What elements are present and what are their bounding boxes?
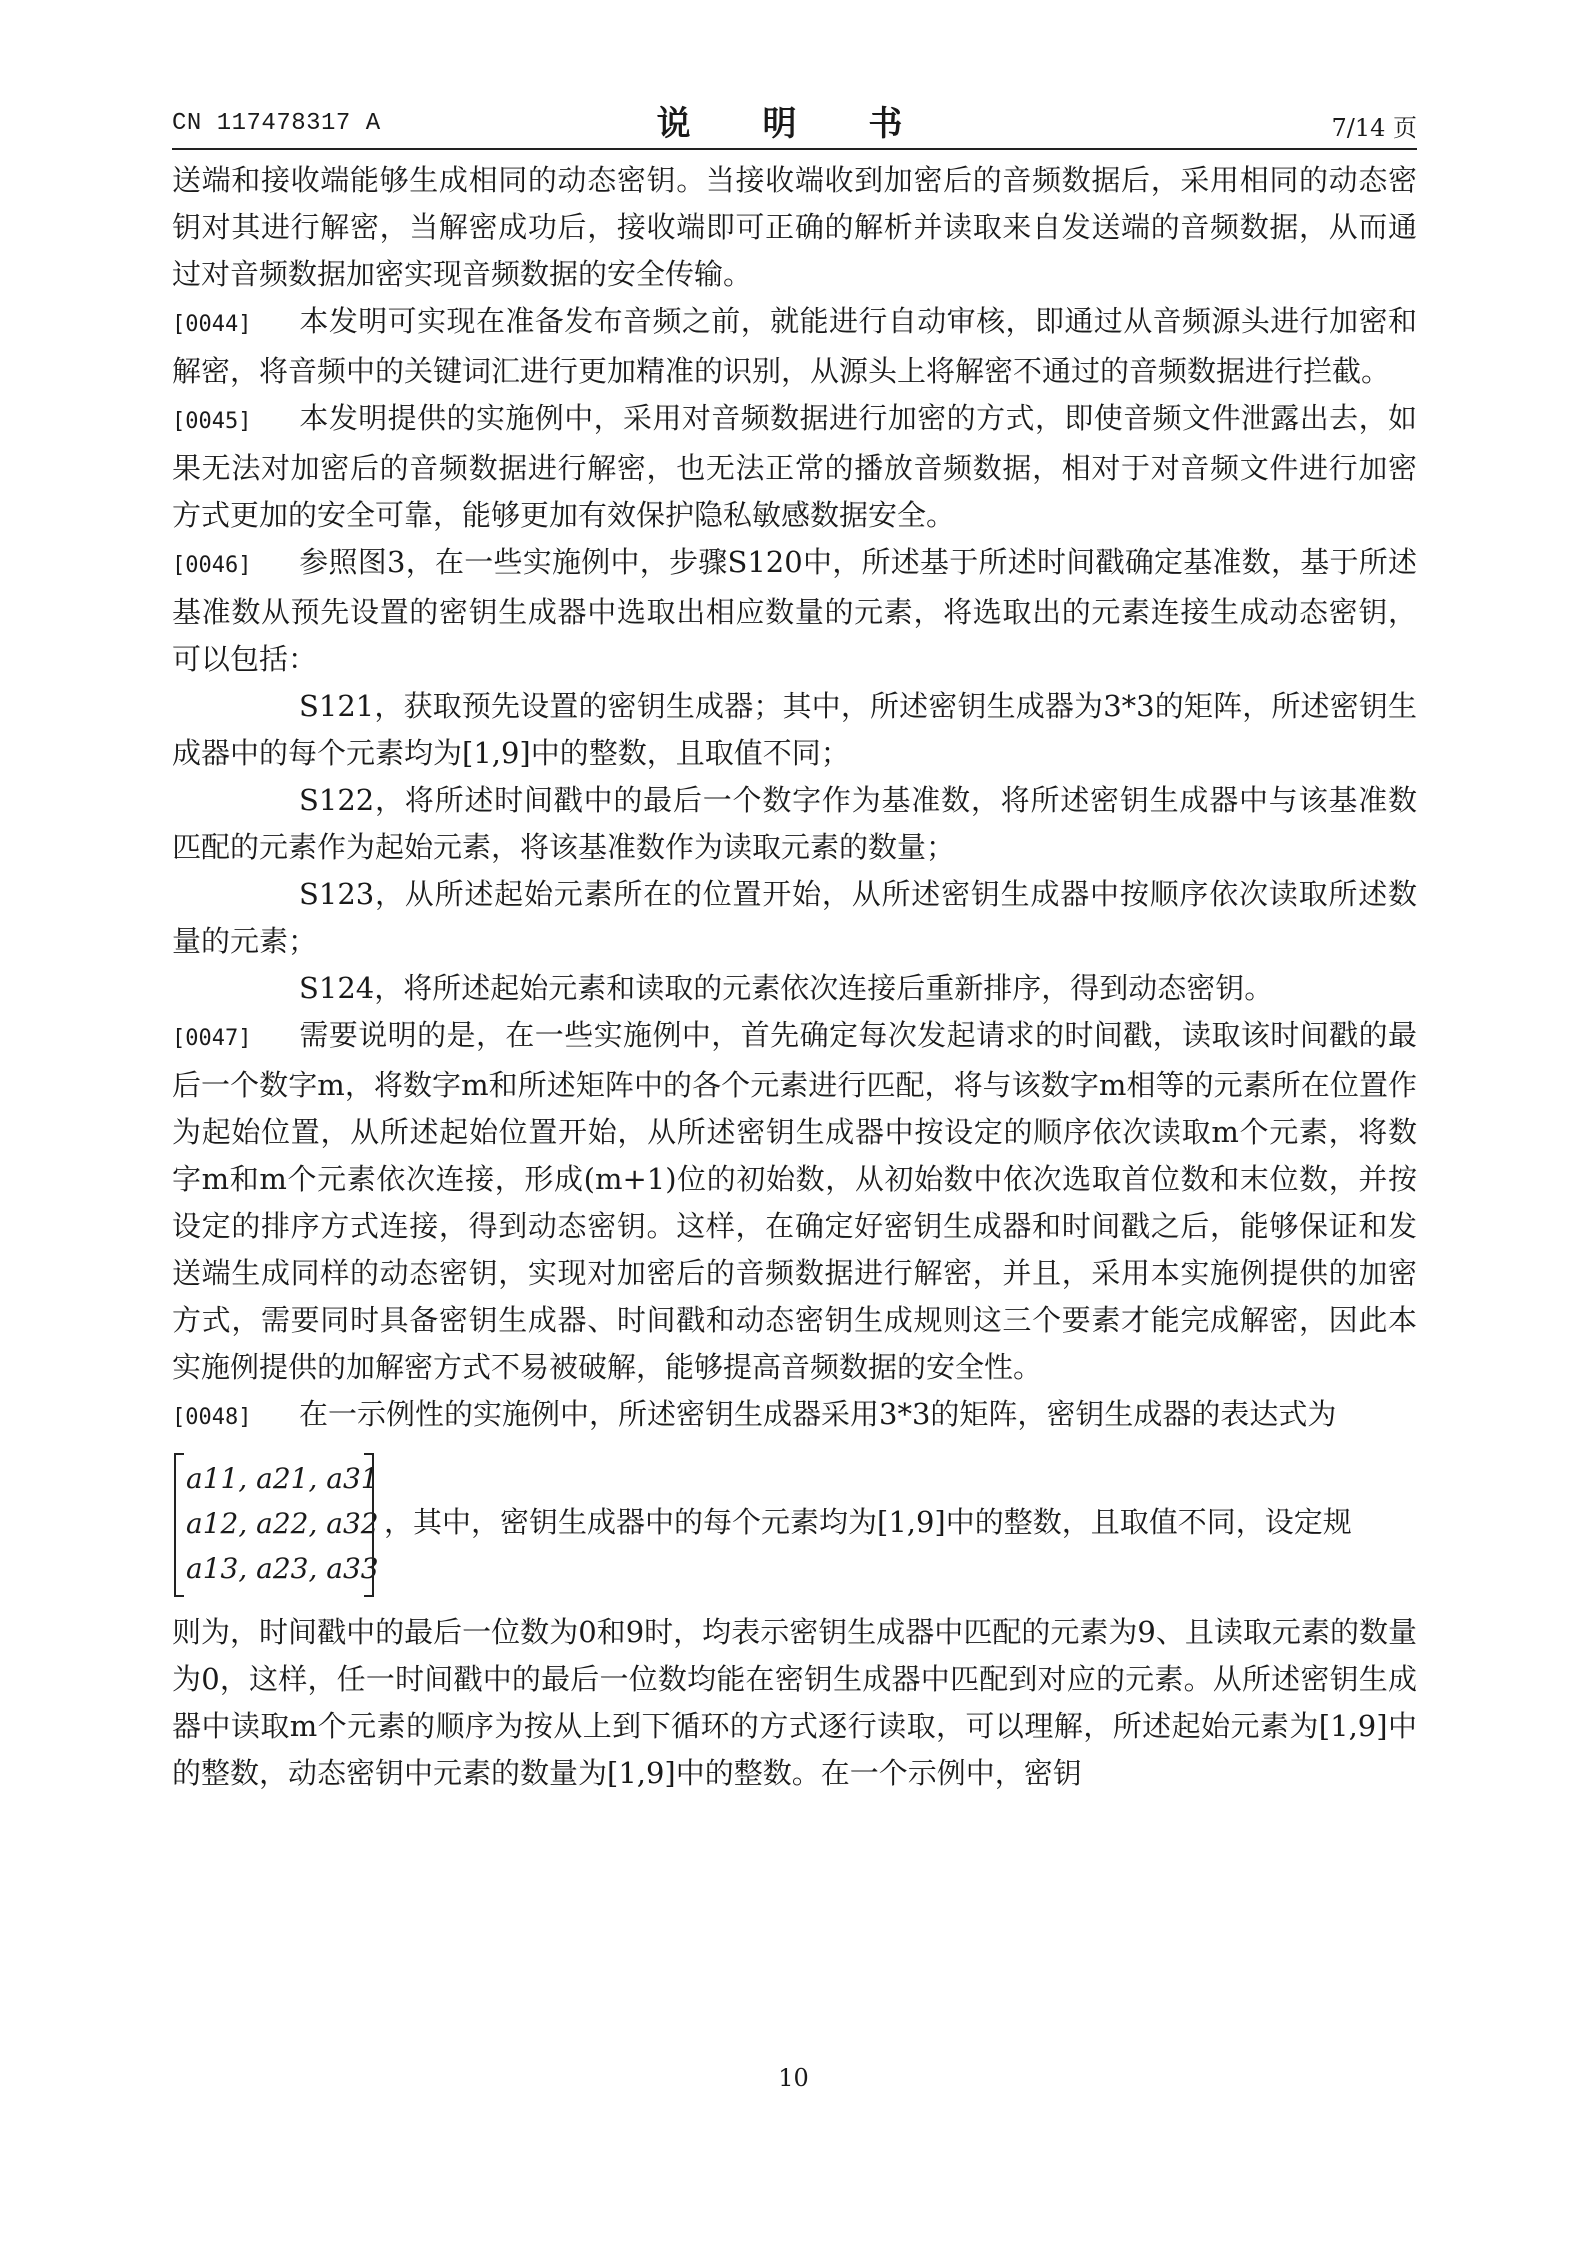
matrix-row-3: a13, a23, a33	[186, 1552, 379, 1585]
page-indicator: 7/14 页	[1331, 114, 1417, 142]
paragraph-continuation: 则为，时间戳中的最后一位数为0和9时，均表示密钥生成器中匹配的元素为9、且读取元素的数量为0，这样，任一时间戳中的最后一位数均能在密钥生成器中匹配到对应的元素。从所述密钥生成器中读取m个元素的顺序为按从上到下循环的方式逐行读取，可以理解，所述起始元素为[1,9]中的整数，动态密钥中元素的数量为[1,9]中的整数。在一个示例中，密钥	[172, 1615, 1417, 1790]
paragraph-continued: 送端和接收端能够生成相同的动态密钥。当接收端收到加密后的音频数据后，采用相同的动态密钥对其进行解密，当解密成功后，接收端即可正确的解析并读取来自发送端的音频数据，从而通过对音频数据加密实现音频数据的安全传输。	[172, 163, 1417, 291]
paragraph-number: [0047]	[172, 1026, 252, 1051]
matrix-description: ，其中，密钥生成器中的每个元素均为[1,9]中的整数，且取值不同，设定规	[384, 1505, 1352, 1539]
matrix-expression-line	[172, 1449, 1417, 1599]
paragraph-text: 本发明可实现在准备发布音频之前，就能进行自动审核，即通过从音频源头进行加密和解密，将音频中的关键词汇进行更加精准的识别，从源头上将解密不通过的音频数据进行拦截。	[172, 304, 1417, 388]
document-body	[172, 157, 1417, 1797]
paragraph-0048	[172, 1391, 1417, 1441]
paragraph-0045	[172, 395, 1417, 539]
paragraph-text: 需要说明的是，在一些实施例中，首先确定每次发起请求的时间戳，读取该时间戳的最后一个数字m，将数字m和所述矩阵中的各个元素进行匹配，将与该数字m相等的元素所在位置作为起始位置，从所述起始位置开始，从所述密钥生成器中按设定的顺序依次读取m个元素，将数字m和m个元素依次连接，形成(m+1)位的初始数，从初始数中依次选取首位数和末位数，并按设定的排序方式连接，得到动态密钥。这样，在确定好密钥生成器和时间戳之后，能够保证和发送端生成同样的动态密钥，实现对加密后的音频数据进行解密，并且，采用本实施例提供的加密方式，需要同时具备密钥生成器、时间戳和动态密钥生成规则这三个要素才能完成解密，因此本实施例提供的加解密方式不易被破解，能够提高音频数据的安全性。	[172, 1018, 1417, 1384]
header-divider	[172, 148, 1417, 150]
paragraph-text: 本发明提供的实施例中，采用对音频数据进行加密的方式，即使音频文件泄露出去，如果无法对加密后的音频数据进行解密，也无法正常的播放音频数据，相对于对音频文件进行加密方式更加的安全可靠，能够更加有效保护隐私敏感数据安全。	[172, 401, 1417, 532]
step-s123: S123，从所述起始元素所在的位置开始，从所述密钥生成器中按顺序依次读取所述数量的元素；	[172, 877, 1417, 958]
matrix-left-bracket	[174, 1453, 184, 1597]
paragraph-number: [0044]	[172, 312, 252, 337]
paragraph-0046	[172, 539, 1417, 683]
step-s122: S122，将所述时间戳中的最后一个数字作为基准数，将所述密钥生成器中与该基准数匹配的元素作为起始元素，将该基准数作为读取元素的数量；	[172, 783, 1417, 864]
paragraph-number: [0045]	[172, 409, 252, 434]
matrix-row-1: a11, a21, a31	[186, 1462, 379, 1495]
page-header	[172, 96, 1417, 146]
paragraph-text: 在一示例性的实施例中，所述密钥生成器采用3*3的矩阵，密钥生成器的表达式为	[299, 1397, 1337, 1431]
page-number: 10	[778, 2064, 809, 2092]
step-s124: S124，将所述起始元素和读取的元素依次连接后重新排序，得到动态密钥。	[299, 971, 1274, 1005]
matrix-row-2: a12, a22, a32	[186, 1507, 379, 1540]
paragraph-number: [0048]	[172, 1405, 252, 1430]
key-generator-matrix	[172, 1449, 379, 1599]
paragraph-0044	[172, 298, 1417, 395]
step-s121: S121，获取预先设置的密钥生成器；其中，所述密钥生成器为3*3的矩阵，所述密钥生成器中的每个元素均为[1,9]中的整数，且取值不同；	[172, 689, 1417, 770]
paragraph-0047	[172, 1012, 1417, 1391]
matrix-right-bracket	[364, 1453, 374, 1597]
paragraph-number: [0046]	[172, 553, 252, 578]
document-title: 说 明 书	[656, 104, 933, 144]
publication-number: CN 117478317 A	[172, 110, 381, 137]
paragraph-text: 参照图3，在一些实施例中，步骤S120中，所述基于所述时间戳确定基准数，基于所述基准数从预先设置的密钥生成器中选取出相应数量的元素，将选取出的元素连接生成动态密钥，可以包括：	[172, 545, 1417, 676]
